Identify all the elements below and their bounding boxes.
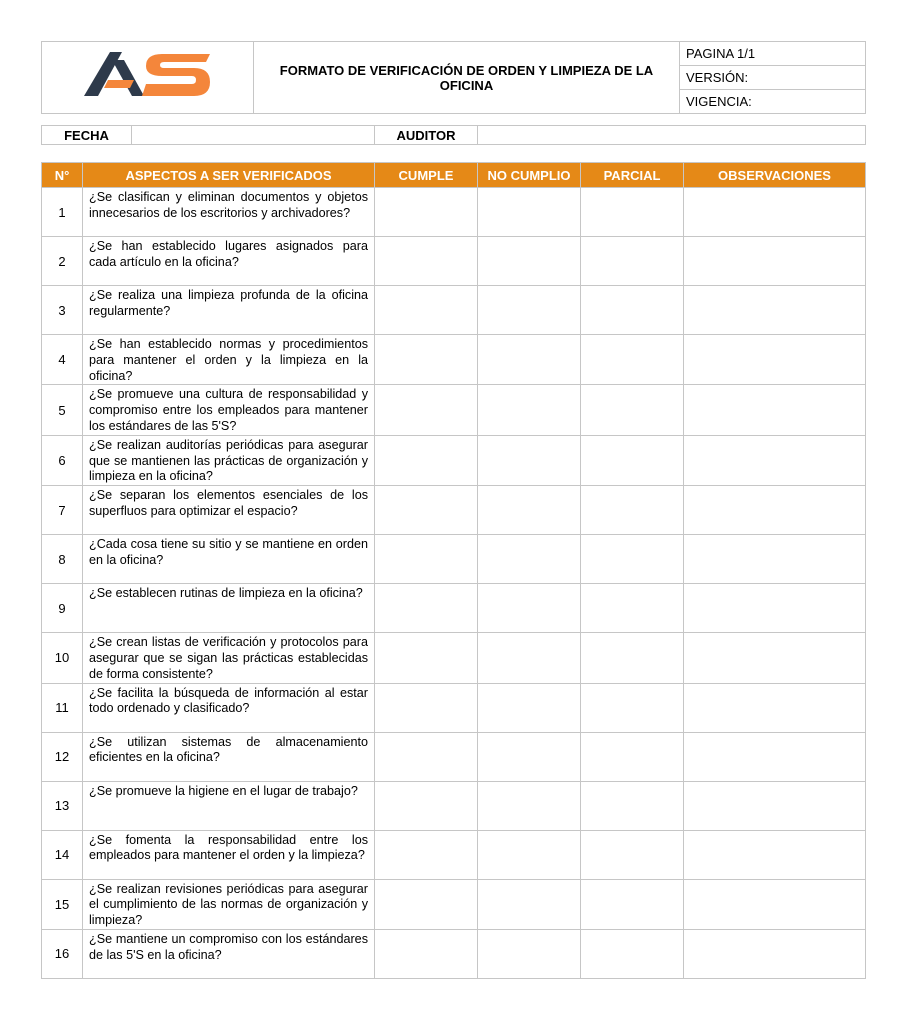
- parcial-cell[interactable]: [581, 683, 684, 732]
- col-cumple: CUMPLE: [375, 163, 478, 188]
- cumple-cell[interactable]: [375, 633, 478, 683]
- parcial-cell[interactable]: [581, 535, 684, 584]
- row-number: 4: [42, 335, 83, 385]
- cumple-cell[interactable]: [375, 830, 478, 879]
- table-row: [42, 535, 866, 584]
- observaciones-cell[interactable]: [684, 385, 866, 435]
- row-question: ¿Se fomenta la responsabilidad entre los empleados para mantener el orden y la limpieza?: [83, 830, 375, 879]
- parcial-cell[interactable]: [581, 335, 684, 385]
- table-row: [42, 237, 866, 286]
- row-number: 1: [42, 188, 83, 237]
- cumple-cell[interactable]: [375, 385, 478, 435]
- table-row: [42, 732, 866, 781]
- parcial-cell[interactable]: [581, 830, 684, 879]
- row-question: ¿Se han establecido normas y procedimientos para mantener el orden y la limpieza en la oficina?: [83, 335, 375, 385]
- table-header: [42, 163, 866, 188]
- cumple-cell[interactable]: [375, 732, 478, 781]
- parcial-cell[interactable]: [581, 879, 684, 929]
- auditor-label: AUDITOR: [375, 126, 478, 145]
- col-aspects: ASPECTOS A SER VERIFICADOS: [83, 163, 375, 188]
- no-cumplio-cell[interactable]: [478, 781, 581, 830]
- row-question: ¿Se realizan auditorías periódicas para asegurar que se mantienen las prácticas de organización y limpieza en la oficina?: [83, 435, 375, 485]
- row-question: ¿Se han establecido lugares asignados para cada artículo en la oficina?: [83, 237, 375, 286]
- row-question: ¿Se utilizan sistemas de almacenamiento eficientes en la oficina?: [83, 732, 375, 781]
- table-row: [42, 879, 866, 929]
- cumple-cell[interactable]: [375, 188, 478, 237]
- row-question: ¿Se facilita la búsqueda de información al estar todo ordenado y clasificado?: [83, 683, 375, 732]
- cumple-cell[interactable]: [375, 335, 478, 385]
- row-question: ¿Cada cosa tiene su sitio y se mantiene en orden en la oficina?: [83, 535, 375, 584]
- col-no-cumplio: NO CUMPLIO: [478, 163, 581, 188]
- row-question: ¿Se realiza una limpieza profunda de la oficina regularmente?: [83, 286, 375, 335]
- row-question: ¿Se crean listas de verificación y protocolos para asegurar que se sigan las prácticas establecidas de forma consistente?: [83, 633, 375, 683]
- no-cumplio-cell[interactable]: [478, 188, 581, 237]
- info-row: [41, 125, 866, 145]
- no-cumplio-cell[interactable]: [478, 286, 581, 335]
- no-cumplio-cell[interactable]: [478, 879, 581, 929]
- table-row: [42, 188, 866, 237]
- col-observaciones: OBSERVACIONES: [684, 163, 866, 188]
- fecha-label: FECHA: [42, 126, 132, 145]
- cumple-cell[interactable]: [375, 535, 478, 584]
- row-number: 11: [42, 683, 83, 732]
- row-number: 14: [42, 830, 83, 879]
- auditor-field[interactable]: [478, 126, 866, 145]
- row-number: 10: [42, 633, 83, 683]
- cumple-cell[interactable]: [375, 584, 478, 633]
- table-row: [42, 486, 866, 535]
- table-row: [42, 286, 866, 335]
- no-cumplio-cell[interactable]: [478, 237, 581, 286]
- observaciones-cell[interactable]: [684, 929, 866, 978]
- cumple-cell[interactable]: [375, 435, 478, 485]
- parcial-cell[interactable]: [581, 486, 684, 535]
- row-question: ¿Se clasifican y eliminan documentos y objetos innecesarios de los escritorios y archivadores?: [83, 188, 375, 237]
- verification-table: [41, 162, 866, 979]
- row-number: 5: [42, 385, 83, 435]
- parcial-cell[interactable]: [581, 633, 684, 683]
- row-question: ¿Se realizan revisiones periódicas para asegurar el cumplimiento de las normas de organización y limpieza?: [83, 879, 375, 929]
- parcial-cell[interactable]: [581, 286, 684, 335]
- no-cumplio-cell[interactable]: [478, 385, 581, 435]
- no-cumplio-cell[interactable]: [478, 435, 581, 485]
- table-row: [42, 435, 866, 485]
- document-header: [41, 41, 866, 114]
- cumple-cell[interactable]: [375, 486, 478, 535]
- row-number: 7: [42, 486, 83, 535]
- observaciones-cell[interactable]: [684, 732, 866, 781]
- company-logo: [42, 42, 254, 108]
- cumple-cell[interactable]: [375, 929, 478, 978]
- row-number: 9: [42, 584, 83, 633]
- fecha-field[interactable]: [132, 126, 375, 145]
- observaciones-cell[interactable]: [684, 683, 866, 732]
- no-cumplio-cell[interactable]: [478, 732, 581, 781]
- cumple-cell[interactable]: [375, 879, 478, 929]
- parcial-cell[interactable]: [581, 781, 684, 830]
- col-number: N°: [42, 163, 83, 188]
- row-question: ¿Se separan los elementos esenciales de los superfluos para optimizar el espacio?: [83, 486, 375, 535]
- observaciones-cell[interactable]: [684, 781, 866, 830]
- row-number: 3: [42, 286, 83, 335]
- table-row: [42, 781, 866, 830]
- observaciones-cell[interactable]: [684, 584, 866, 633]
- row-question: ¿Se mantiene un compromiso con los estándares de las 5'S en la oficina?: [83, 929, 375, 978]
- row-number: 8: [42, 535, 83, 584]
- no-cumplio-cell[interactable]: [478, 633, 581, 683]
- observaciones-cell[interactable]: [684, 830, 866, 879]
- logo-cell: [42, 42, 254, 114]
- no-cumplio-cell[interactable]: [478, 535, 581, 584]
- parcial-cell[interactable]: [581, 732, 684, 781]
- col-parcial: PARCIAL: [581, 163, 684, 188]
- row-question: ¿Se establecen rutinas de limpieza en la oficina?: [83, 584, 375, 633]
- parcial-cell[interactable]: [581, 584, 684, 633]
- no-cumplio-cell[interactable]: [478, 584, 581, 633]
- cumple-cell[interactable]: [375, 781, 478, 830]
- version-field: VERSIÓN:: [680, 66, 866, 90]
- observaciones-cell[interactable]: [684, 879, 866, 929]
- table-row: [42, 633, 866, 683]
- table-row: [42, 830, 866, 879]
- parcial-cell[interactable]: [581, 237, 684, 286]
- cumple-cell[interactable]: [375, 237, 478, 286]
- observaciones-cell[interactable]: [684, 486, 866, 535]
- observaciones-cell[interactable]: [684, 435, 866, 485]
- row-question: ¿Se promueve una cultura de responsabilidad y compromiso entre los empleados para mantener los estándares de las 5'S?: [83, 385, 375, 435]
- no-cumplio-cell[interactable]: [478, 830, 581, 879]
- no-cumplio-cell[interactable]: [478, 683, 581, 732]
- row-number: 13: [42, 781, 83, 830]
- observaciones-cell[interactable]: [684, 335, 866, 385]
- vigencia-field: VIGENCIA:: [680, 90, 866, 114]
- row-number: 12: [42, 732, 83, 781]
- row-number: 6: [42, 435, 83, 485]
- table-row: [42, 335, 866, 385]
- table-row: [42, 683, 866, 732]
- no-cumplio-cell[interactable]: [478, 486, 581, 535]
- row-question: ¿Se promueve la higiene en el lugar de trabajo?: [83, 781, 375, 830]
- observaciones-cell[interactable]: [684, 237, 866, 286]
- parcial-cell[interactable]: [581, 385, 684, 435]
- observaciones-cell[interactable]: [684, 188, 866, 237]
- observaciones-cell[interactable]: [684, 535, 866, 584]
- observaciones-cell[interactable]: [684, 286, 866, 335]
- table-row: [42, 929, 866, 978]
- no-cumplio-cell[interactable]: [478, 929, 581, 978]
- table-row: [42, 584, 866, 633]
- document-title: FORMATO DE VERIFICACIÓN DE ORDEN Y LIMPIEZA DE LA OFICINA: [254, 42, 680, 114]
- page-number: PAGINA 1/1: [680, 42, 866, 66]
- no-cumplio-cell[interactable]: [478, 335, 581, 385]
- parcial-cell[interactable]: [581, 188, 684, 237]
- parcial-cell[interactable]: [581, 929, 684, 978]
- row-number: 16: [42, 929, 83, 978]
- parcial-cell[interactable]: [581, 435, 684, 485]
- row-number: 2: [42, 237, 83, 286]
- cumple-cell[interactable]: [375, 286, 478, 335]
- row-number: 15: [42, 879, 83, 929]
- observaciones-cell[interactable]: [684, 633, 866, 683]
- table-row: [42, 385, 866, 435]
- cumple-cell[interactable]: [375, 683, 478, 732]
